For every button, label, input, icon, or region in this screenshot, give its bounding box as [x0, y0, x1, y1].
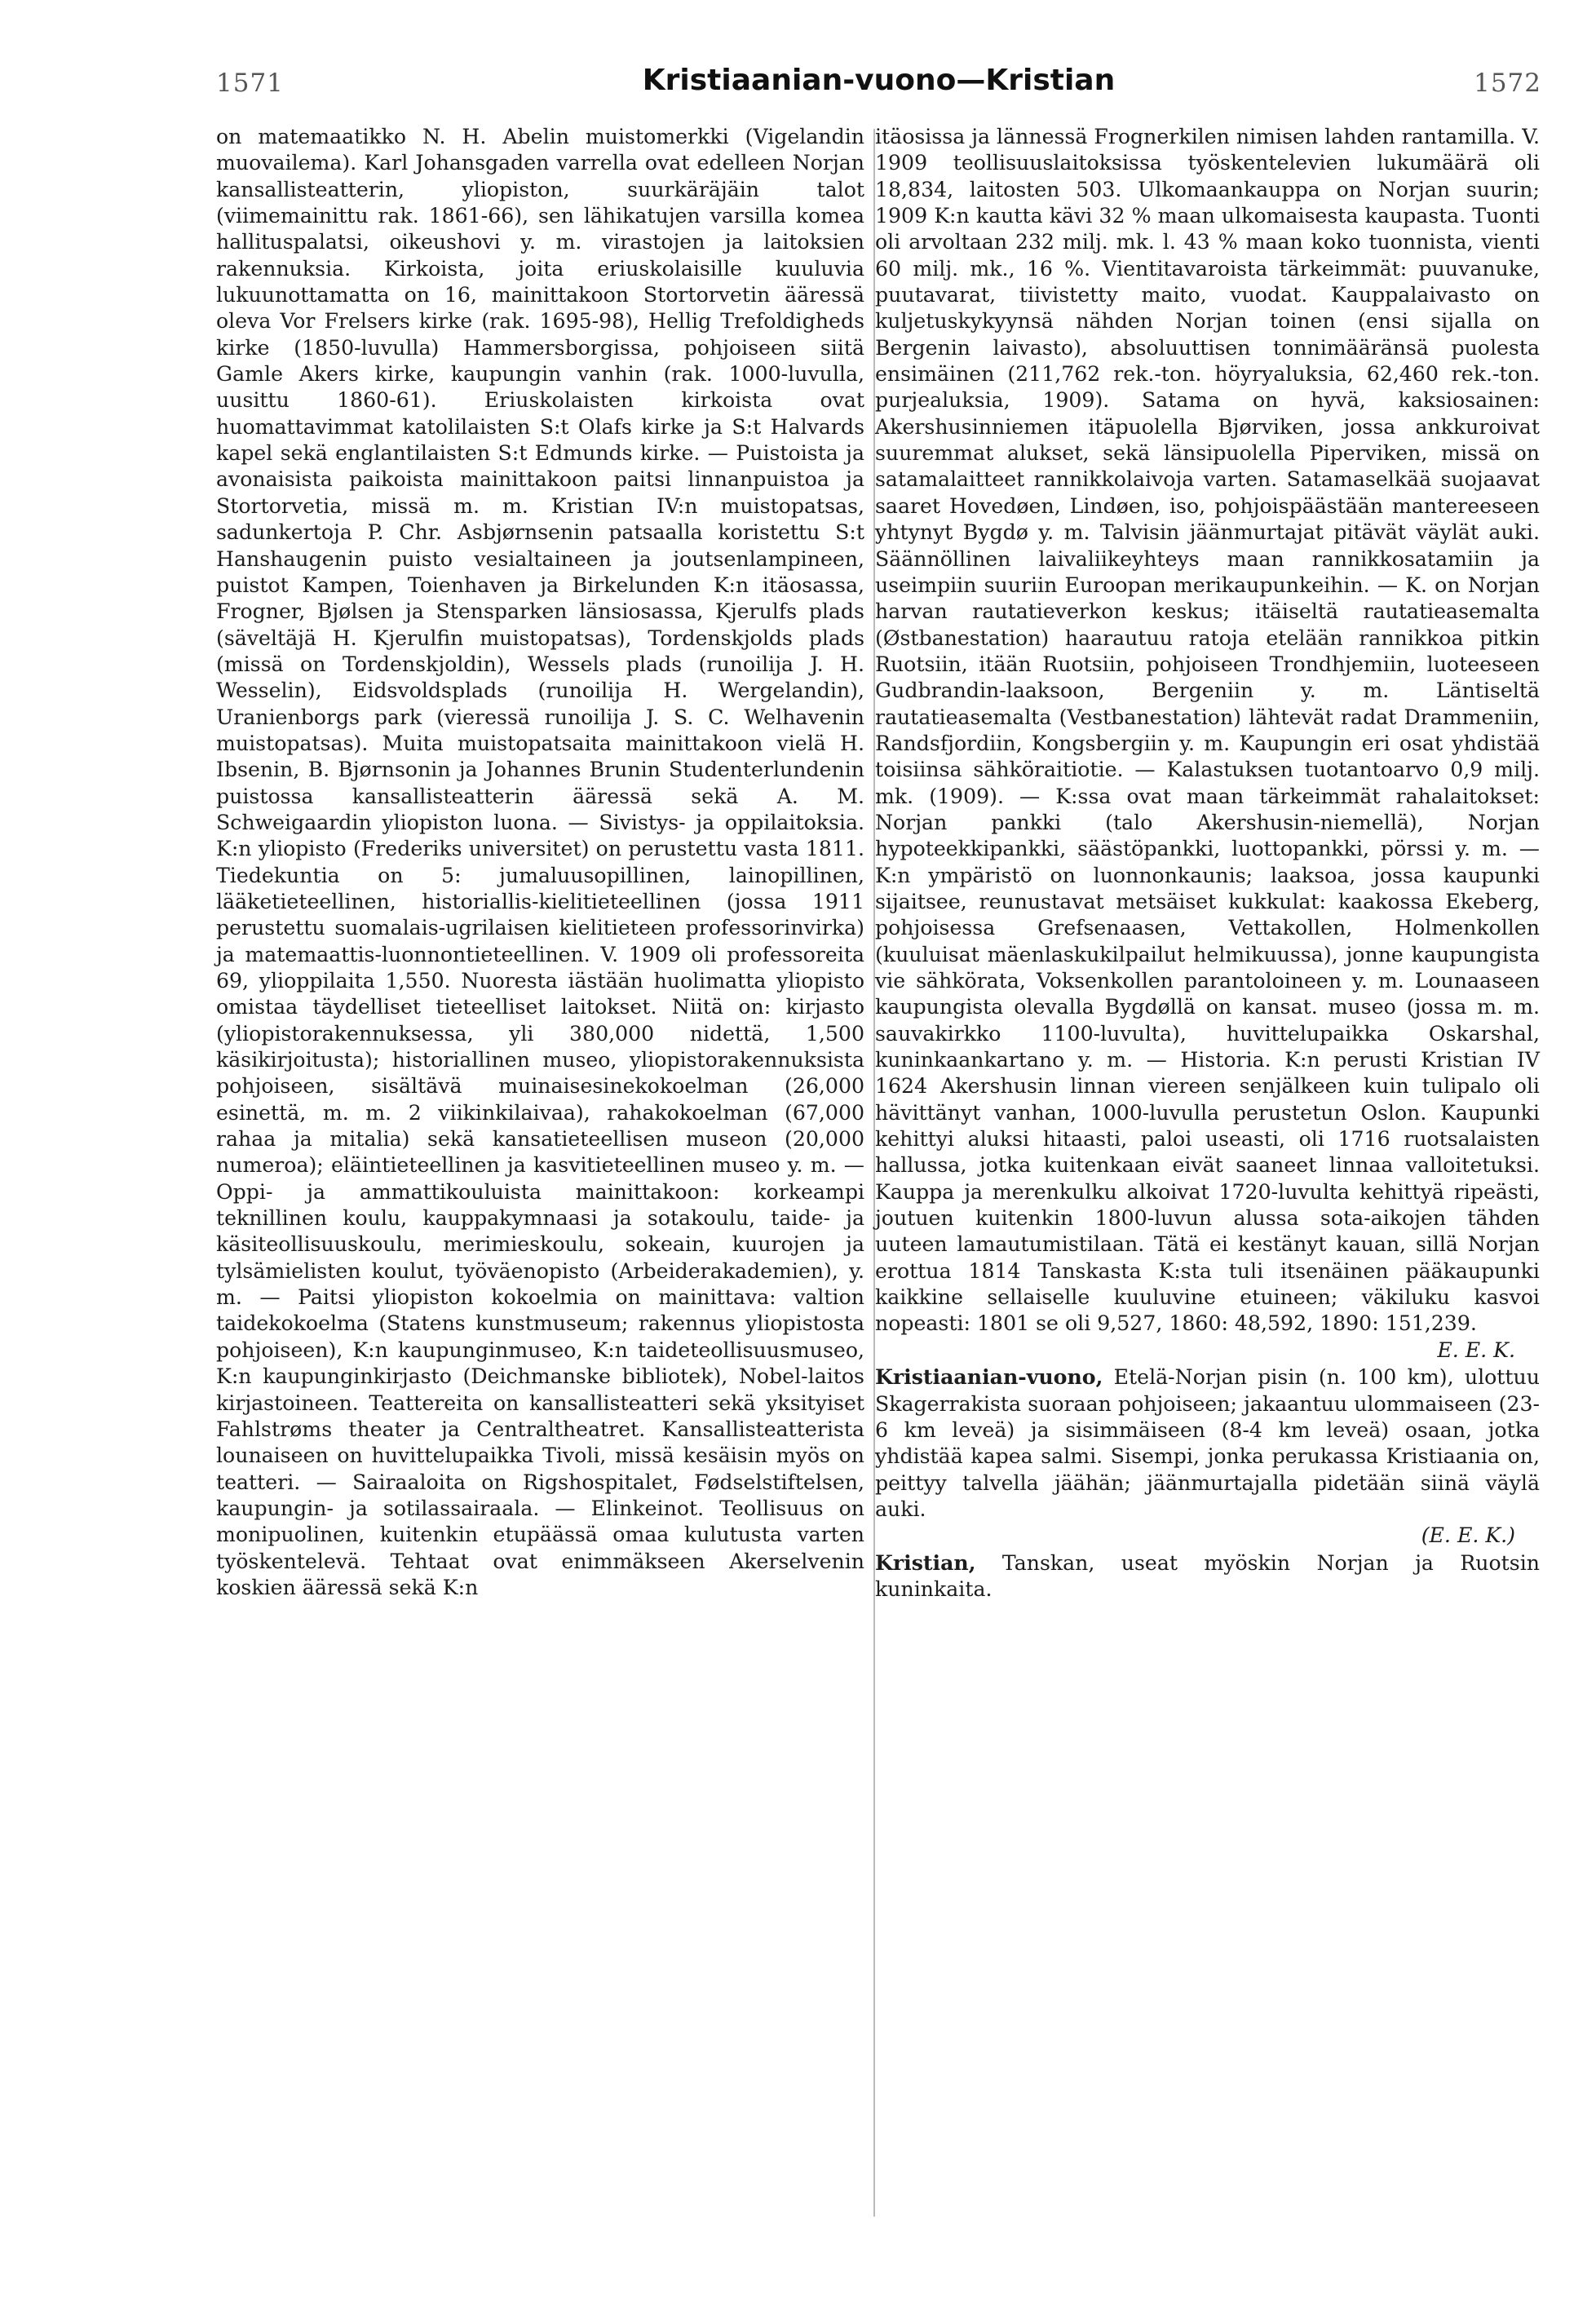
- right-page-number: 1572: [1474, 69, 1541, 98]
- signature-eek-2: (E. E. K.): [1421, 1523, 1515, 1548]
- right-column: [875, 124, 1540, 1603]
- right-column-text: itäosissa ja lännessä Frognerkilen nimisen lahden rantamilla. V. 1909 teollisuuslaitoksissa työskentelevien lukumäärä oli 18,834, laitosten 503. Ulkomaankauppa on Norjan suurin; 1909 K:n kautta kävi 32 % maan ulkomaisesta kaupasta. Tuonti oli arvoltaan 232 milj. mk. l. 43 % maan koko tuonnista, vienti 60 milj. mk., 16 %. Vientitavaroista tärkeimmät: puuvanuke, puutavarat, tiivistetty maito, vuodat. Kauppalaivasto on kuljetuskykyynsä nähden Norjan toinen (ensi sijalla on Bergenin laivasto), absoluuttisen tonnimääränsä puolesta ensimäinen (211,762 rek.-ton. höyryaluksia, 62,460 rek.-ton. purjealuksia, 1909). Satama on hyvä, kaksiosainen: Akershusinniemen itäpuolella Bjørviken, jossa ankkuroivat suuremmat alukset, sekä länsipuolella Piperviken, missä on satamalaitteet rannikkolaivoja varten. Satamaselkää suojaavat saaret Hovedøen, Lindøen, iso, pohjoispäästään mantereeseen yhtynyt Bygdø y. m. Talvisin jäänmurtajat pitävät väylät auki. Säännöllinen laivaliikeyhteys maan rannikkosatamiin ja useimpiin suuriin Euroopan merikaupunkeihin. — K. on Norjan harvan rautatieverkon keskus; itäiseltä rautatieasemalta (Østbanestation) haarautuu ratoja etelään rannikkoa pitkin Ruotsiin, itään Ruotsiin, pohjoiseen Trondhjemiin, luoteeseen Gudbrandin-laaksoon, Bergeniin y. m. Läntiseltä rautatieasemalta (Vestbanestation) lähtevät radat Drammeniin, Randsfjordiin, Kongsbergiin y. m. Kaupungin eri osat yhdistää toisiinsa sähköraitiotie. — Kalastuksen tuotantoarvo 0,9 milj. mk. (1909). — K:ssa ovat maan tärkeimmät rahalaitokset: Norjan pankki (talo Akershusin-niemellä), Norjan hypoteekkipankki, säästöpankki, luottopankki, pörssi y. m. — K:n ympäristö on luonnonkaunis; laaksoa, jossa kaupunki sijaitsee, reunustavat metsäiset kukkulat: kaakossa Ekeberg, pohjoisessa Grefsenaasen, Vettakollen, Holmenkollen (kuuluisat mäenlaskukilpailut helmikuussa), jonne kaupungista vie sähkörata, Voksenkollen parantoloineen y. m. Lounaaseen kaupungista olevalla Bygdøllä on kansat. museo (jossa m. m. sauvakirkko 1100-luvulta), huvittelupaikka Oskarshal, kuninkaankartano y. m. — Historia. K:n perusti Kristian IV 1624 Akershusin linnan viereen senjälkeen kuin tulipalo oli hävittänyt vanhan, 1000-luvulla perustetun Oslon. Kaupunki kehittyi aluksi hitaasti, paloi useasti, oli 1716 ruotsalaisten hallussa, jotka kuitenkaan eivät saaneet linnaa valloitetuksi. Kauppa ja merenkulku alkoivat 1720-luvulta kehittyä ripeästi, joutuen kuitenkin 1800-luvun alussa sota-aikojen tähden uuteen lamautumistilaan. Tätä ei kestänyt kauan, sillä Norjan erottua 1814 Tanskasta K:sta tuli itsenäinen pääkaupunki kaikkine sellaiselle kuuluvine etuineen; väkiluku kasvoi nopeasti: 1801 se oli 9,527, 1860: 48,592, 1890: 151,239.: [875, 125, 1540, 1336]
- page-header: [216, 64, 1541, 104]
- left-page-number: 1571: [216, 69, 284, 98]
- entry-kristiaanian-vuono: [875, 1364, 1540, 1523]
- entry-text-vuono: Etelä-Norjan pisin (n. 100 km), ulottuu Skagerrakista suoraan pohjoiseen; jakaantuu ulommaiseen (23-6 km leveä) ja sisimmäiseen (8-4 km leveä) osaan, jotka yhdistää kapea salmi. Sisempi, jonka perukassa Kristiaania on, peittyy talvella jäähän; jäänmurtajalla pidetään siinä väylä auki.: [875, 1365, 1540, 1521]
- entry-text-kristian: Tanskan, useat myöskin Norjan ja Ruotsin kuninkaita.: [875, 1550, 1540, 1601]
- entry-heading-kristian: Kristian,: [875, 1550, 976, 1575]
- entry-heading-vuono: Kristiaanian-vuono,: [875, 1364, 1103, 1390]
- left-column: [216, 124, 864, 1601]
- signature-eek: E. E. K.: [1437, 1337, 1515, 1362]
- entry-kristian: [875, 1550, 1540, 1603]
- running-head-title: Kristiaanian-vuono—Kristian: [642, 64, 1116, 97]
- left-column-text: on matemaatikko N. H. Abelin muistomerkki (Vigelandin muovailema). Karl Johansgaden varrella ovat edelleen Norjan kansallisteatterin, yliopiston, suurkäräjäin talot (viimemainittu rak. 1861-66), sen lähikatujen varsilla komea hallituspalatsi, oikeushovi y. m. virastojen ja laitoksien rakennuksia. Kirkoista, joita eriuskolaisille kuuluvia lukuunottamatta on 16, mainittakoon Stortorvetin ääressä oleva Vor Frelsers kirke (rak. 1695-98), Hellig Trefoldigheds kirke (1850-luvulla) Hammersborgissa, pohjoiseen siitä Gamle Akers kirke, kaupungin vanhin (rak. 1000-luvulla, uusittu 1860-61). Eriuskolaisten kirkoista ovat huomattavimmat katolilaisten S:t Olafs kirke ja S:t Halvards kapel sekä englantilaisten S:t Edmunds kirke. — Puistoista ja avonaisista paikoista mainittakoon paitsi linnanpuistoa ja Stortorvetia, missä m. m. Kristian IV:n muistopatsas, sadunkertoja P. Chr. Asbjørnsenin patsaalla koristettu S:t Hanshaugenin puisto vesialtaineen ja joutsenlampineen, puistot Kampen, Toienhaven ja Birkelunden K:n itäosassa, Frogner, Bjølsen ja Stensparken länsiosassa, Kjerulfs plads (säveltäjä H. Kjerulfin muistopatsas), Tordenskjolds plads (missä on Tordenskjoldin), Wessels plads (runoilija J. H. Wesselin), Eidsvoldsplads (runoilija H. Wergelandin), Uranienborgs park (vieressä runoilija J. S. C. Welhavenin muistopatsas). Muita muistopatsaita mainittakoon vielä H. Ibsenin, B. Bjørnsonin ja Johannes Brunin Studenterlundenin puistossa kansallisteatterin ääressä sekä A. M. Schweigaardin yliopiston luona. — Sivistys- ja oppilaitoksia. K:n yliopisto (Frederiks universitet) on perustettu vasta 1811. Tiedekuntia on 5: jumaluusopillinen, lainopillinen, lääketieteellinen, historiallis-kielitieteellinen (jossa 1911 perustettu suomalais-ugrilaisen kielitieteen professorinvirka) ja matemaattis-luonnontieteellinen. V. 1909 oli professoreita 69, ylioppilaita 1,550. Nuoresta iästään huolimatta yliopisto omistaa täydelliset tieteelliset laitokset. Niitä on: kirjasto (yliopistorakennuksessa, yli 380,000 nidettä, 1,500 käsikirjoitusta); historiallinen museo, yliopistorakennuksista pohjoiseen, sisältävä muinaisesinekokoelman (26,000 esinettä, m. m. 2 viikinkilaivaa), rahakokoelman (67,000 rahaa ja mitalia) sekä kansatieteellisen museon (20,000 numeroa); eläintieteellinen ja kasvitieteellinen museo y. m. — Oppi- ja ammattikouluista mainittakoon: korkeampi teknillinen koulu, kauppakymnaasi ja sotakoulu, taide- ja käsiteollisuuskoulu, merimieskoulu, sokeain, kuurojen ja tylsämielisten koulut, työväenopisto (Arbeiderakademien), y. m. — Paitsi yliopiston kokoelmia on mainittava: valtion taidekokoelma (Statens kunstmuseum; rakennus yliopistosta pohjoiseen), K:n kaupunginmuseo, K:n taideteollisuusmuseo, K:n kaupunginkirjasto (Deichmanske bibliotek), Nobel-laitos kirjastoineen. Teattereita on kansallisteatteri sekä yksityiset Fahlstrøms theater ja Centraltheatret. Kansallisteatterista lounaiseen on huvittelupaikka Tivoli, missä kesäisin myös on teatteri. — Sairaaloita on Rigshospitalet, Fødselstiftelsen, kaupungin- ja sotilassairaala. — Elinkeinot. Teollisuus on monipuolinen, kuitenkin etupäässä omaa kulutusta varten työskentelevä. Tehtaat ovat enimmäkseen Akerselvenin koskien ääressä sekä K:n: [216, 125, 864, 1599]
